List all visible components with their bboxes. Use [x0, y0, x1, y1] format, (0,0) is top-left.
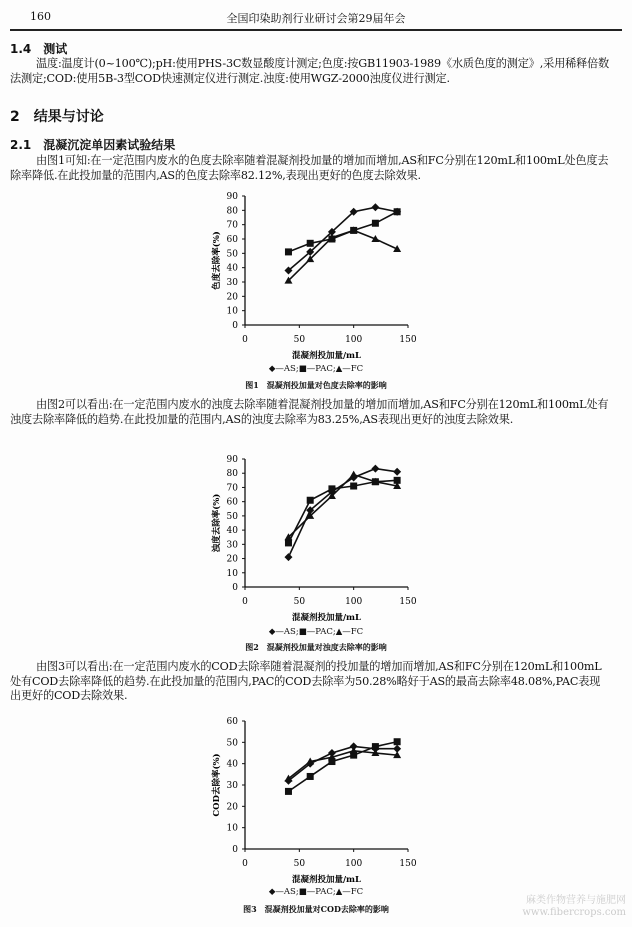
- chart2-legend: ◆—AS;■—PAC;▲—FC: [268, 627, 364, 637]
- x-tick-label: 50: [293, 859, 306, 869]
- y-axis-label: 浊度去除率(%): [212, 493, 222, 553]
- watermark: [522, 895, 626, 919]
- y-tick-label: 20: [226, 292, 238, 303]
- y-tick-label: 10: [226, 823, 238, 834]
- x-tick-label: 100: [345, 335, 363, 345]
- paragraph-text: 由图1可知:在一定范围内废水的色度去除率随着混凝剂投加量的增加而增加,AS和FC分别在120mL和100mL处色度去除率降低.在此投加量的范围内,AS的色度去除率82.12%,表现出更好的色度去除效果.: [10, 154, 609, 182]
- y-tick-label: 50: [226, 511, 238, 522]
- y-tick-label: 20: [226, 802, 238, 813]
- y-tick-label: 80: [226, 469, 238, 480]
- y-tick-label: 60: [226, 717, 238, 727]
- section-heading-1-4: 1.4 测试: [10, 42, 68, 56]
- series-line-AS: [288, 746, 397, 780]
- watermark-line1: 麻类作物营养与施肥网: [526, 895, 626, 906]
- paragraph-fig1: [10, 154, 610, 183]
- chart-turbidity-removal: [0, 452, 632, 622]
- figure2-caption: 图2 混凝剂投加量对浊度去除率的影响: [245, 642, 387, 652]
- series-line-FC: [288, 230, 397, 280]
- y-tick-label: 0: [232, 845, 238, 855]
- paragraph-test-methods: [10, 57, 610, 86]
- y-tick-label: 90: [226, 455, 238, 465]
- data-point-AS: [371, 465, 379, 473]
- chart1-legend: ◆—AS;■—PAC;▲—FC: [268, 364, 364, 374]
- data-point-PAC: [307, 497, 314, 504]
- y-tick-label: 0: [232, 583, 238, 593]
- x-tick-label: 50: [293, 597, 306, 607]
- y-tick-label: 30: [226, 781, 238, 791]
- series-line-PAC: [288, 480, 397, 543]
- x-tick-label: 150: [399, 597, 417, 607]
- y-axis-label: COD去除率(%): [212, 753, 222, 817]
- x-axis-label: 混凝剂投加量/mL: [291, 613, 362, 622]
- y-tick-label: 20: [226, 554, 238, 565]
- y-tick-label: 40: [226, 263, 238, 274]
- data-point-PAC: [372, 220, 379, 227]
- x-tick-label: 150: [399, 859, 417, 869]
- section-heading-2-1: 2.1 混凝沉淀单因素试验结果: [10, 138, 176, 152]
- series-line-FC: [288, 751, 397, 779]
- data-point-PAC: [285, 248, 292, 255]
- running-header: 全国印染助剂行业研讨会第29届年会: [226, 12, 406, 25]
- data-point-AS: [284, 553, 292, 561]
- data-point-PAC: [307, 773, 314, 780]
- y-tick-label: 10: [226, 568, 238, 579]
- chart-color-removal: [0, 190, 632, 360]
- data-point-PAC: [307, 240, 314, 247]
- y-tick-label: 50: [226, 738, 238, 749]
- section-heading-2: 2 结果与讨论: [10, 109, 104, 125]
- paragraph-text: 由图2可以看出:在一定范围内废水的浊度去除率随着混凝剂投加量的增加而增加,AS和FC分别在120mL和100mL处有浊度去除率降低的趋势.在此投加量的范围内,AS的浊度去除率为83.25%,AS表现出更好的浊度去除效果.: [10, 398, 609, 426]
- y-tick-label: 70: [226, 220, 238, 231]
- data-point-PAC: [285, 539, 292, 546]
- data-point-FC: [350, 471, 358, 478]
- figure1-caption: 图1 混凝剂投加量对色度去除率的影响: [245, 380, 387, 390]
- y-tick-label: 70: [226, 483, 238, 494]
- page-number: 160: [30, 10, 51, 23]
- series-line-PAC: [288, 212, 397, 252]
- y-axis-label: 色度去除率(%): [212, 231, 222, 290]
- figure3-caption: 图3 混凝剂投加量对COD去除率的影响: [243, 904, 389, 914]
- x-tick-label: 0: [242, 859, 248, 869]
- y-tick-label: 60: [226, 235, 238, 245]
- y-tick-label: 50: [226, 249, 238, 260]
- x-tick-label: 0: [242, 597, 248, 607]
- watermark-line2: www.fibercrops.com: [522, 907, 626, 918]
- y-tick-label: 90: [226, 192, 238, 202]
- chart3-legend: ◆—AS;■—PAC;▲—FC: [268, 887, 364, 897]
- x-axis-label: 混凝剂投加量/mL: [291, 351, 362, 360]
- y-tick-label: 30: [226, 278, 238, 288]
- data-point-PAC: [394, 208, 401, 215]
- header-rule: [10, 29, 622, 31]
- paragraph-text: 温度:温度计(0~100℃);pH:使用PHS-3C数显酸度计测定;色度:按GB11903-1989《水质色度的测定》,采用稀释倍数法测定;COD:使用5B-3型COD快速测定仪进行测定.浊度:使用WGZ-2000浊度仪进行测定.: [10, 57, 610, 85]
- y-tick-label: 60: [226, 497, 238, 508]
- x-tick-label: 100: [345, 597, 363, 607]
- paragraph-text: 由图3可以看出:在一定范围内废水的COD去除率随着混凝剂的投加量的增加而增加,AS和FC分别在120mL和100mL处有COD去除率降低的趋势.在此投加量的范围内,PAC的COD去除率为50.28%略好于AS的最高去除率48.08%,PAC表现出更好的COD去除效果.: [10, 660, 602, 702]
- x-axis-label: 混凝剂投加量/mL: [291, 875, 362, 884]
- data-point-PAC: [285, 788, 292, 795]
- data-point-PAC: [394, 738, 401, 745]
- x-tick-label: 0: [242, 335, 248, 345]
- series-line-AS: [288, 207, 397, 270]
- y-tick-label: 0: [232, 321, 238, 331]
- data-point-PAC: [328, 485, 335, 492]
- data-point-AS: [371, 203, 379, 211]
- data-point-AS: [393, 468, 401, 476]
- x-tick-label: 50: [293, 335, 306, 345]
- data-point-PAC: [350, 483, 357, 490]
- paragraph-fig3: [10, 660, 610, 704]
- paragraph-fig2: [10, 398, 610, 427]
- chart-cod-removal: [0, 714, 632, 884]
- x-tick-label: 150: [399, 335, 417, 345]
- y-tick-label: 40: [226, 526, 238, 537]
- x-tick-label: 100: [345, 859, 363, 869]
- y-tick-label: 30: [226, 540, 238, 551]
- y-tick-label: 80: [226, 206, 238, 217]
- y-tick-label: 40: [226, 759, 238, 770]
- y-tick-label: 10: [226, 306, 238, 317]
